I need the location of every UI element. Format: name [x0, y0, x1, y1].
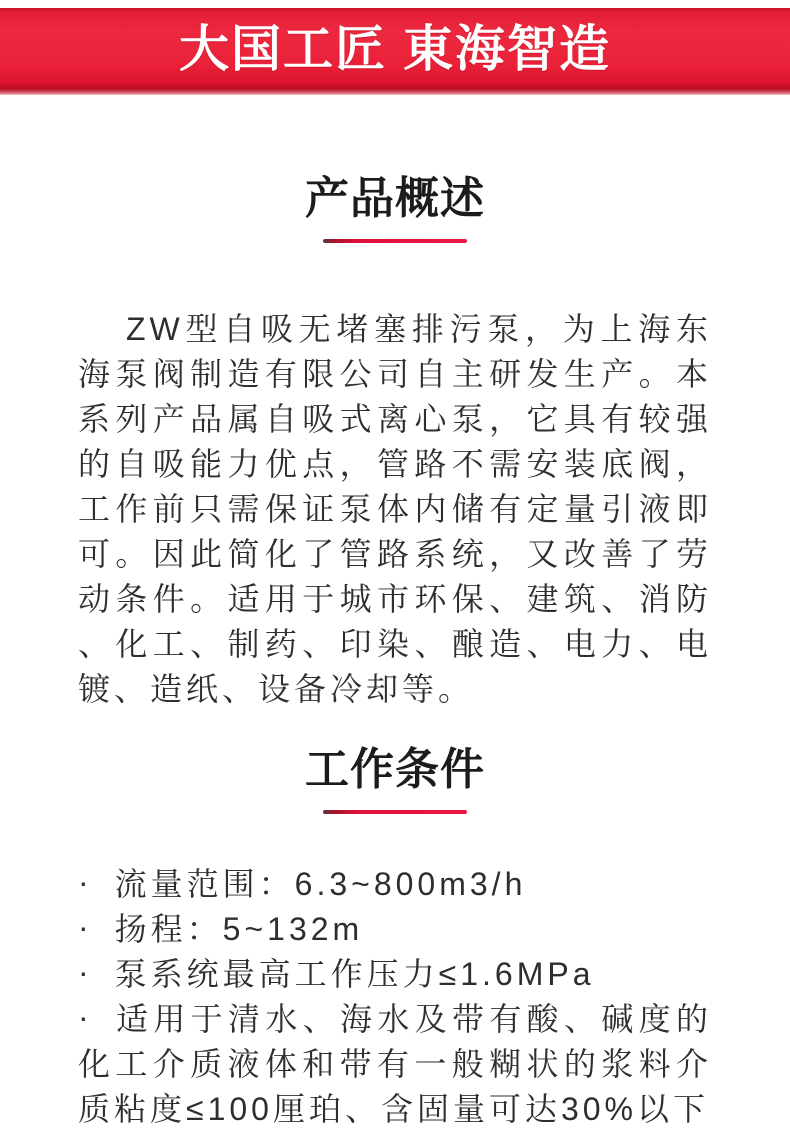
section-working-conditions — [0, 744, 790, 1132]
list-item-text: 扬程：5~132m — [114, 911, 364, 947]
list-item-text: 适用于清水、海水及带有酸、碱度的化工介质液体和带有一般糊状的浆料介质粘度≤100厘珀、含固量可达30%以下 — [78, 1001, 712, 1127]
heading-underline — [323, 239, 467, 243]
list-item-applicable-media — [78, 997, 712, 1132]
section-heading-product-overview: 产品概述 — [305, 174, 485, 223]
list-item-flow-range — [78, 862, 712, 907]
bullet-icon: · — [78, 954, 93, 990]
brand-banner-title: 大国工匠 東海智造 — [179, 20, 611, 77]
list-item-text: 泵系统最高工作压力≤1.6MPa — [114, 956, 595, 992]
list-item-max-pressure — [78, 952, 712, 997]
bullet-icon: · — [78, 999, 93, 1035]
heading-underline — [323, 810, 467, 814]
list-item-head — [78, 907, 712, 952]
list-item-text: 流量范围：6.3~800m3/h — [114, 866, 527, 902]
section-heading-working-conditions: 工作条件 — [305, 745, 485, 794]
section-product-overview — [0, 173, 790, 712]
bullet-icon: · — [78, 909, 93, 945]
bullet-icon: · — [78, 864, 93, 900]
product-overview-paragraph: ZW型自吸无堵塞排污泵，为上海东海泵阀制造有限公司自主研发生产。本系列产品属自吸式离心泵，它具有较强的自吸能力优点，管路不需安装底阀，工作前只需保证泵体内储有定量引液即可。因此简化了管路系统，又改善了劳动条件。适用于城市环保、建筑、消防、化工、制药、印染、酿造、电力、电镀、造纸、设备冷却等。 — [78, 311, 712, 707]
working-conditions-list — [78, 862, 712, 1132]
brand-banner — [0, 8, 790, 95]
